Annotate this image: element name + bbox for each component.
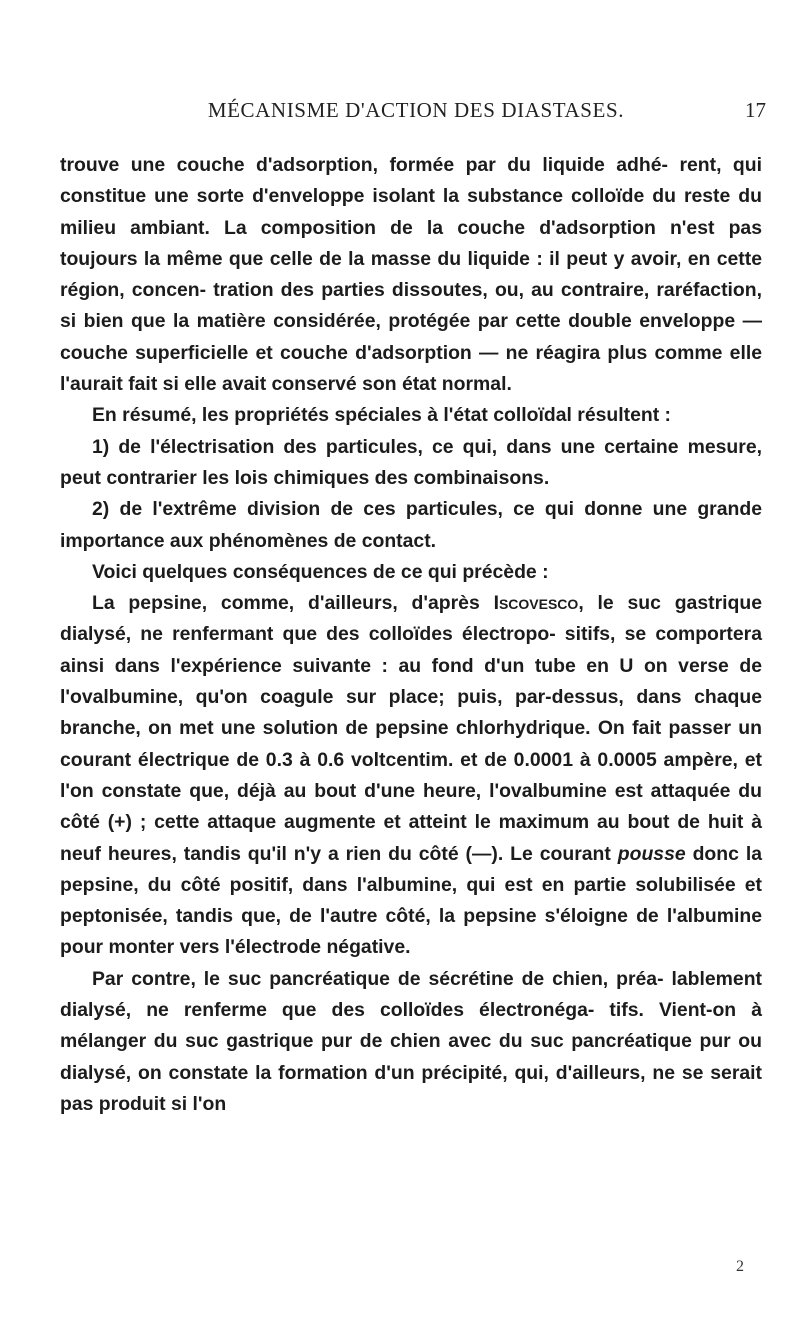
paragraph-5: Voici quelques conséquences de ce qui précède :	[92, 560, 549, 583]
paragraph-6-middle: , le suc gastrique dialysé, ne renfermant que des colloïdes électropo- sitifs, se comportera ainsi dans l'expérience suivante : au fond d'un tube en U on verse de l'ovalbumine, qu'on coagule sur place; puis, par-dessus, dans chaque branche, on met une solution de pepsine chlorhydrique. On fait passer un courant électrique de 0.3 à 0.6 voltcentim. et de 0.0001 à 0.0005 ampère, et l'on constate que, déjà au bout d'une heure, l'ovalbumine est attaquée du côté (+) ; cette attaque augmente et atteint le maximum au bout de huit à neuf heures, tandis qu'il n'y a rien du côté (—). Le courant	[60, 592, 762, 865]
author-name: Iscovesco	[493, 592, 579, 615]
paragraph-4: 2) de l'extrême division de ces particules, ce qui donne une grande importance aux phénomènes de contact.	[60, 498, 762, 552]
paragraph-6-start: La pepsine, comme, d'ailleurs, d'après	[92, 592, 494, 615]
paragraph-6	[60, 588, 762, 964]
running-header	[60, 98, 772, 126]
body-text	[60, 150, 762, 1120]
signature-mark: 2	[736, 1258, 744, 1275]
paragraph-6-end: donc la pepsine, du côté positif, dans l'albumine, qui est en partie solubilisée et peptonisée, tandis que, de l'autre côté, la pepsine s'éloigne de l'albumine pour monter vers l'électrode négative.	[60, 842, 762, 959]
paragraph-7: Par contre, le suc pancréatique de sécrétine de chien, préa- lablement dialysé, ne renferme que des colloïdes électronéga- tifs. Vient-on à mélanger du suc gastrique pur de chien avec du suc pancréatique pur ou dialysé, on constate la formation d'un précipité, qui, d'ailleurs, ne se serait pas produit si l'on	[60, 967, 762, 1115]
italic-word: pousse	[617, 842, 686, 865]
paragraph-2: En résumé, les propriétés spéciales à l'état colloïdal résultent :	[92, 404, 672, 427]
paragraph-3: 1) de l'électrisation des particules, ce qui, dans une certaine mesure, peut contrarier les lois chimiques des combinaisons.	[60, 435, 762, 489]
paragraph-1: trouve une couche d'adsorption, formée par du liquide adhé- rent, qui constitue une sorte d'enveloppe isolant la substance colloïde du reste du milieu ambiant. La composition de la couche d'adsorption n'est pas toujours la même que celle de la masse du liquide : il peut y avoir, en cette région, concen- tration des parties dissoutes, ou, au contraire, raréfaction, si bien que la matière considérée, protégée par cette double enveloppe — couche superficielle et couche d'adsorption — ne réagira plus comme elle l'aurait fait si elle avait conservé son état normal.	[60, 154, 762, 396]
running-title: MÉCANISME D'ACTION DES DIASTASES.	[207, 98, 625, 122]
page-number: 17	[745, 98, 766, 122]
